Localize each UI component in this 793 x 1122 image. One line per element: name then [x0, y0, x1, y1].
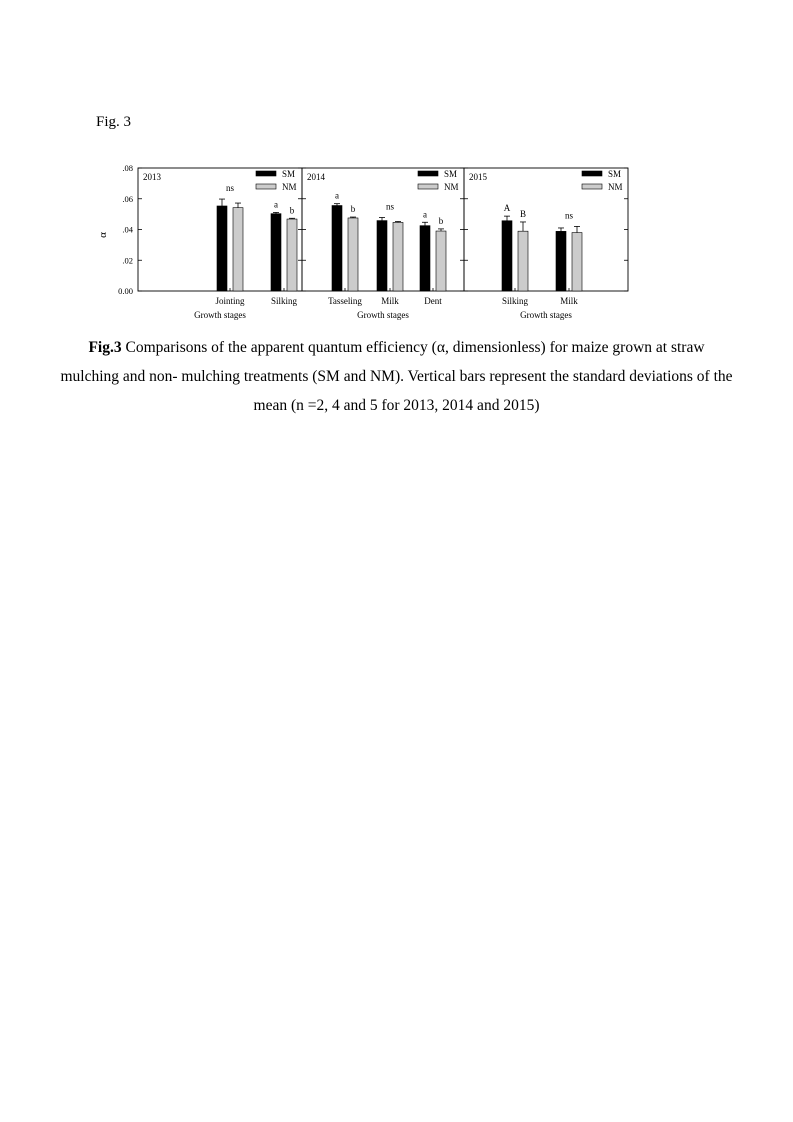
bar-SM-Silking [502, 221, 512, 291]
x-tick-label: Milk [560, 296, 578, 306]
figure-number-label: Fig. 3 [96, 114, 132, 130]
y-axis-group [97, 232, 109, 238]
legend-swatch-SM [256, 171, 276, 176]
significance-label: ns [564, 210, 574, 221]
x-tick-label: Milk [381, 296, 399, 306]
bar-NM-Milk [572, 233, 582, 291]
figure-caption [60, 333, 733, 420]
significance-label: A [503, 203, 511, 214]
panel-year-label: 2013 [143, 172, 161, 182]
panel-2014 [302, 168, 464, 320]
bar-SM-Milk [556, 231, 566, 291]
significance-label: b [438, 215, 444, 226]
bar-NM-Milk [393, 222, 403, 291]
x-tick-label: Jointing [215, 296, 245, 306]
bar-SM-Tasseling [332, 206, 342, 291]
legend-swatch-SM [418, 171, 438, 176]
bar-NM-Jointing [233, 208, 243, 291]
legend-swatch-NM [256, 184, 276, 189]
x-tick-label: Tasseling [328, 296, 362, 306]
panel-year-label: 2015 [469, 172, 487, 182]
panel-frame [464, 168, 628, 291]
x-axis-title: Growth stages [520, 310, 572, 320]
x-tick-label: Silking [270, 296, 298, 306]
y-tick-label: .06 [122, 193, 133, 204]
significance-label: a [423, 209, 427, 220]
significance-label: ns [225, 183, 235, 194]
panel-year-label: 2014 [307, 172, 325, 182]
bar-NM-Silking [287, 219, 297, 291]
bar-SM-Silking [271, 214, 281, 291]
legend-label-SM: SM [608, 169, 622, 179]
significance-label: a [335, 190, 339, 201]
legend-swatch-NM [582, 184, 602, 189]
significance-label: b [350, 204, 356, 215]
caption-text: Comparisons of the apparent quantum efficiency (α, dimensionless) for maize grown at straw mulching and non- mulching treatments (SM and NM). Vertical bars represent the standard deviations of the mean (n =2, 4 and 5 for 2013, 2014 and 2015) [60, 339, 733, 414]
y-tick-label: .08 [122, 163, 133, 173]
significance-label: a [274, 199, 278, 210]
chart-panels [118, 163, 628, 320]
significance-label: B [519, 208, 527, 219]
legend-label-SM: SM [282, 169, 296, 179]
legend-label-NM: NM [444, 182, 459, 192]
y-tick-label: .04 [122, 224, 133, 235]
x-tick-label: Dent [424, 296, 442, 306]
bar-SM-Dent [420, 226, 430, 291]
caption-figure-ref: Fig.3 [88, 339, 122, 356]
legend-swatch-SM [582, 171, 602, 176]
legend-swatch-NM [418, 184, 438, 189]
significance-label: b [289, 205, 295, 216]
panel-2013 [138, 168, 302, 320]
x-tick-label: Silking [501, 296, 529, 306]
y-axis-label: α [97, 232, 109, 238]
legend-label-NM: NM [608, 182, 623, 192]
significance-label: ns [385, 201, 395, 212]
panel-2015 [464, 168, 628, 320]
legend-label-SM: SM [444, 169, 458, 179]
x-axis-title: Growth stages [357, 310, 409, 320]
x-axis-title: Growth stages [194, 310, 246, 320]
bar-NM-Silking [518, 231, 528, 291]
bar-NM-Dent [436, 231, 446, 291]
bar-SM-Jointing [217, 206, 227, 291]
legend-label-NM: NM [282, 182, 297, 192]
bar-SM-Milk [377, 221, 387, 291]
y-tick-label: 0.00 [118, 286, 133, 296]
bar-NM-Tasseling [348, 218, 358, 291]
bar-chart-figure [96, 158, 648, 330]
y-tick-label: .02 [122, 255, 133, 266]
